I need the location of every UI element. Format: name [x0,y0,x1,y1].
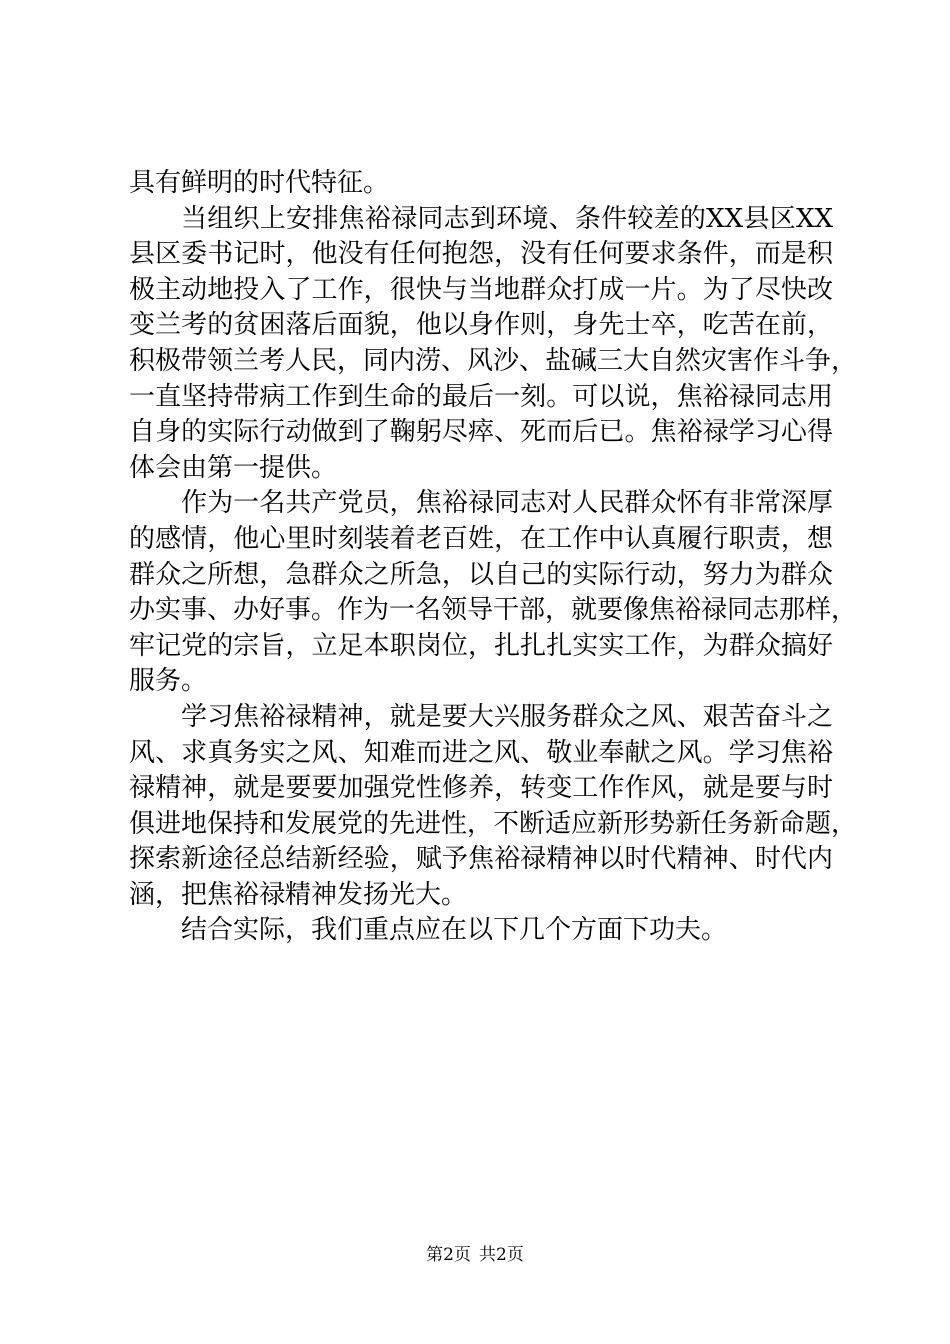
text-line: 群众之所想，急群众之所急，以自己的实际行动，努力为群众 [129,559,833,590]
text-line: 探索新途径总结新经验，赋予焦裕禄精神以时代精神、时代内 [129,844,833,875]
text-line: 涵，把焦裕禄精神发扬光大。 [129,879,468,910]
text-line: 体会由第一提供。 [129,452,338,483]
page-number: 第2页 [426,1245,471,1265]
paragraph-first-line: 学习焦裕禄精神，就是要大兴服务群众之风、艰苦奋斗之 [181,701,833,732]
text-line: 牢记党的宗旨，立足本职岗位，扎扎扎实实工作，为群众搞好 [129,630,833,661]
text-line: 禄精神，就是要要加强党性修养，转变工作作风，就是要与时 [129,773,833,804]
text-line: 的感情，他心里时刻装着老百姓，在工作中认真履行职责，想 [129,523,833,554]
text-line: 服务。 [129,666,208,697]
text-line: 具有鲜明的时代特征。 [129,168,390,198]
text-line: 极主动地投入了工作，很快与当地群众打成一片。为了尽快改 [129,274,833,305]
text-line: 办实事、办好事。作为一名领导干部，就要像焦裕禄同志那样， [129,595,858,626]
document-body [129,166,858,949]
text-line: 县区委书记时，他没有任何抱怨，没有任何要求条件，而是积 [129,239,833,270]
text-line: 变兰考的贫困落后面貌，他以身作则，身先士卒，吃苦在前， [129,310,833,341]
text-line: 风、求真务实之风、知难而进之风、敬业奉献之风。学习焦裕 [129,737,833,768]
page-footer [0,1244,950,1266]
text-line: 自身的实际行动做到了鞠躬尽瘁、死而后已。焦裕禄学习心得 [129,417,833,448]
paragraph-first-line: 结合实际，我们重点应在以下几个方面下功夫。 [181,915,728,946]
text-line: 积极带领兰考人民，同内涝、风沙、盐碱三大自然灾害作斗争， [129,345,858,376]
paragraph-first-line: 当组织上安排焦裕禄同志到环境、条件较差的XX县区XX [181,203,833,234]
text-line: 一直坚持带病工作到生命的最后一刻。可以说，焦裕禄同志用 [129,381,833,412]
page-total: 共2页 [479,1245,524,1265]
paragraph-first-line: 作为一名共产党员，焦裕禄同志对人民群众怀有非常深厚 [181,488,833,519]
text-line: 俱进地保持和发展党的先进性，不断适应新形势新任务新命题， [129,808,858,839]
